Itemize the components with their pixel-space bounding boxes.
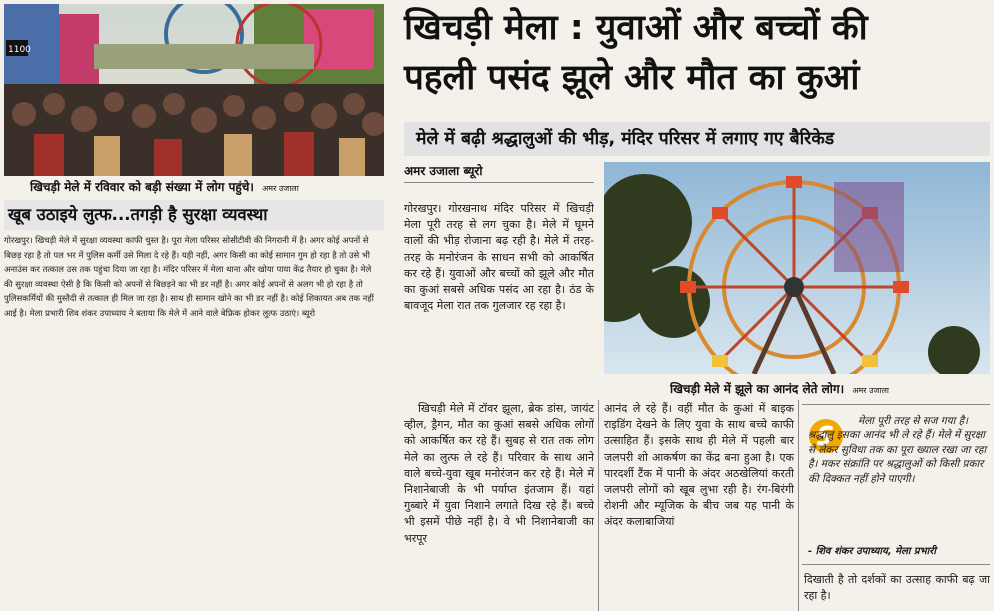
main-column1-bottom: खिचड़ी मेले में टॉवर झूला, ब्रेक डांस, जायंट व्हील, ड्रैगन, मौत का कुआं सबसे अधिक लोगों को आकर्षित कर रहे हैं। सुबह से रात तक लोग मेले का लुत्फ ले रहे हैं। परिवार के साथ आने वाले बच्चे-युवा खूब मनोरंजन कर रहे हैं। मेले में निशानेबाजी के भी पर्याप्त इंतजाम हैं। यहां गुब्बारे में युवा निशाने लगाते दिख रहे हैं। बच्चे भी इसमें पीछे नहीं है। वे भी निशानेबाजी का भरपूर <box>404 402 594 545</box>
left-headline: खूब उठाइये लुत्फ...तगड़ी है सुरक्षा व्यवस्था <box>8 205 268 224</box>
main-headline-line1: खिचड़ी मेला : युवाओं और बच्चों की <box>404 8 868 48</box>
crowd-photo <box>4 4 384 176</box>
main-photo-caption <box>670 380 990 400</box>
left-caption-credit: अमर उजाला <box>262 184 299 193</box>
ferris-wheel-photo <box>604 162 990 374</box>
quote-box-top-rule <box>802 404 990 405</box>
price-sign-text: 1100 <box>8 45 31 55</box>
quote-text: मेला पूरी तरह से सज गया है। श्रद्धालु इसका आनंद भी ले रहे हैं। मेले में सुरक्षा से लेकर सुविधा तक का पूरा ख्याल रखा जा रहा है। मकर संक्रांति पर श्रद्धालुओं को किसी प्रकार की दिक्कत नहीं होने पाएगी। <box>808 415 987 485</box>
main-column1-top: गोरखपुर। गोरखनाथ मंदिर परिसर में खिचड़ी मेला पूरी तरह से लग चुका है। मेले में घूमने वालों की भीड़ रोजाना बढ़ रही है। मेले में तरह-तरह के मनोरंजन के साधन सभी को आकर्षित कर रहे हैं। युवाओं और बच्चों को झूले और मौत का कुआं सबसे अधिक पसंद आ रहा है। ठंड के बावजूद मेला रात तक गुलजार रह रहा है। <box>404 202 594 313</box>
column-divider <box>598 400 599 611</box>
main-headline-line2: पहली पसंद झूले और मौत का कुआं <box>404 58 860 98</box>
left-photo-caption <box>30 178 382 198</box>
quote-box-bottom-rule <box>802 564 990 565</box>
left-article-body: गोरखपुर। खिचड़ी मेले में सुरक्षा व्यवस्था काफी चुस्त है। पूरा मेला परिसर सोसीटीवी की निगरानी में है। अगर कोई अपनों से बिछड़ रहा है तो पल भर में पुलिस कर्मी उसे मिला दे रहे हैं। यही नहीं, अगर किसी का कोई सामान गुम हो रहा है तो उसे भी अनाउंस कर तत्काल उस तक पहुंचा दिया जा रहा है। मंदिर परिसर में मेला थाना और खोया पाया केंद्र तैयार हो चुका है। मेले की सुरक्षा व्यवस्था ऐसी है कि किसी को अपनों से बिछड़ने का भी डर नहीं है। अगर कोई अपनों से अलग भी हो रहा है तो पुलिसकर्मियों की मुस्तैदी से तत्काल ही मिल जा रहा है। साथ ही सामान खोने का भी डर नहीं है। कोई शिकायत अब तक नहीं आई है। मेला प्रभारी शिव शंकर उपाध्याय ने बताया कि मेले में आने वाले बेफ्रिक होकर लुत्फ उठाएं। ब्यूरो <box>4 235 374 318</box>
main-caption-text: खिचड़ी मेले में झूले का आनंद लेते लोग। <box>670 382 845 396</box>
subheadline: मेले में बढ़ी श्रद्धालुओं की भीड़, मंदिर परिसर में लगाए गए बैरिकेड <box>416 129 835 149</box>
byline-divider <box>404 182 594 183</box>
left-caption-text: खिचड़ी मेले में रविवार को बड़ी संख्या में लोग पहुंचे। <box>30 180 254 194</box>
byline: अमर उजाला ब्यूरो <box>404 164 483 178</box>
main-caption-credit: अमर उजाला <box>852 386 889 395</box>
column-divider-2 <box>798 400 799 611</box>
quote-attribution: - शिव शंकर उपाध्याय, मेला प्रभारी <box>808 546 936 557</box>
continuation-text: दिखाती है तो दर्शकों का उत्साह काफी बढ़ जा रहा है। <box>804 573 990 603</box>
main-column2: आनंद ले रहे हैं। वहीं मौत के कुआं में बाइक राइडिंग देखने के लिए युवा के साथ बच्चे काफी उत्साहित हैं। इसके साथ ही मेले में पहली बार जलपरी शो आकर्षण का केंद्र बना हुआ है। एक पारदर्शी टैंक में पानी के अंदर अठखेलियां करती जलपरी लोगों को खूब लुभा रही है। रंग-बिरंगी रोशनी और म्यूजिक के बीच जब यह पानी के अंदर कलाबाजियां <box>604 402 794 529</box>
